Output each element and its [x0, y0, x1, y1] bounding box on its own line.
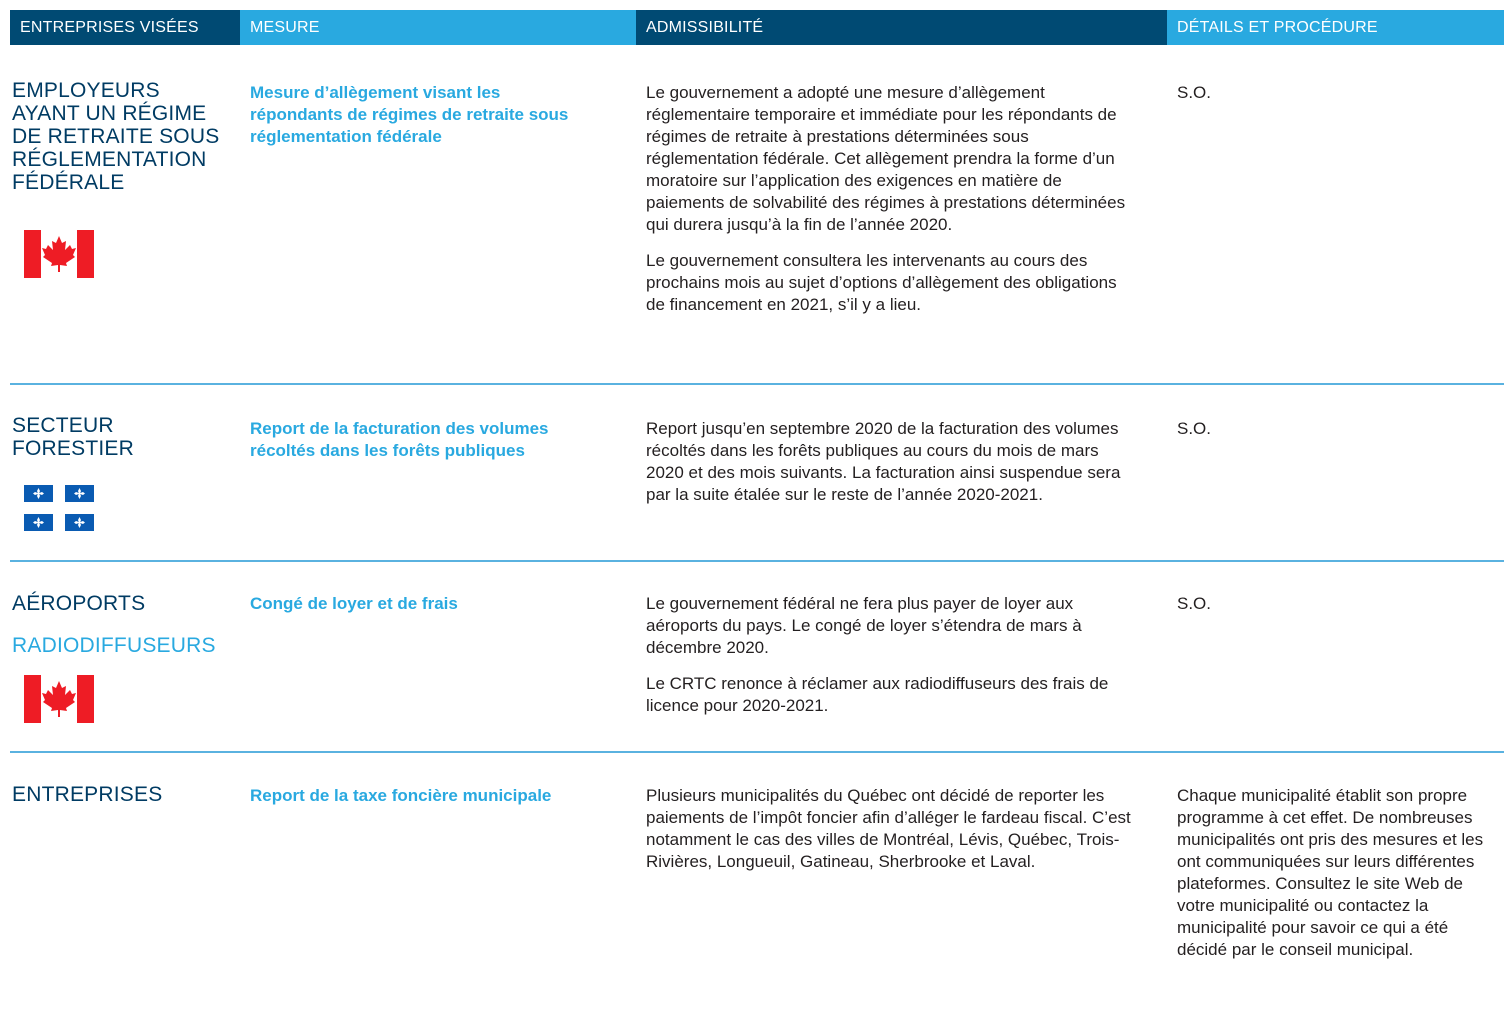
details-text: S.O.	[1177, 594, 1212, 613]
row-divider	[10, 560, 1504, 562]
row-category	[12, 414, 134, 460]
category-line: FÉDÉRALE	[12, 171, 125, 194]
header-col-target: ENTREPRISES VISÉES	[10, 10, 240, 45]
row-eligibility	[646, 785, 1136, 887]
row-measure: Report de la facturation des volumes récoltés dans les forêts publiques	[250, 419, 549, 460]
eligibility-paragraph: Le gouvernement fédéral ne fera plus payer de loyer aux aéroports du pays. Le congé de loyer s’étendra de mars à décembre 2020.	[646, 594, 1082, 657]
row-category	[12, 783, 162, 806]
category-line: ENTREPRISES	[12, 783, 163, 806]
header-col-details: DÉTAILS ET PROCÉDURE	[1167, 10, 1504, 45]
details-text: S.O.	[1177, 83, 1212, 102]
eligibility-paragraph: Plusieurs municipalités du Québec ont décidé de reporter les paiements de l’impôt foncier afin d’alléger le fardeau fiscal. C’est notamment le cas des villes de Montréal, Lévis, Québec, Trois-Rivières, Longueuil, Gatineau, Sherbrooke et Laval.	[646, 786, 1131, 871]
row-measure: Mesure d’allègement visant les répondants de régimes de retraite sous réglementation fédérale	[250, 83, 569, 146]
row-divider	[10, 383, 1504, 385]
eligibility-paragraph: Le gouvernement a adopté une mesure d’allègement réglementaire temporaire et immédiate pour les répondants de régimes de retraite à prestations déterminées sous réglementation fédérale. Cet allègement prendra la forme d’un moratoire sur l’application des exigences en matière de paiements de solvabilité des régimes à prestations déterminées qui durera jusqu’à la fin de l’année 2020.	[646, 83, 1126, 234]
row-measure: Congé de loyer et de frais	[250, 594, 458, 613]
details-text: S.O.	[1177, 419, 1212, 438]
canada-flag-icon	[24, 230, 94, 278]
row-category	[12, 592, 145, 615]
eligibility-paragraph: Report jusqu’en septembre 2020 de la facturation des volumes récoltés dans les forêts publiques au cours du mois de mars 2020 et des mois suivants. La facturation ainsi suspendue sera par la suite étalée sur le reste de l’année 2020-2021.	[646, 419, 1121, 504]
row-eligibility	[646, 418, 1136, 520]
eligibility-paragraph: Le gouvernement consultera les intervenants au cours des prochains mois au sujet d’options d’allègement des obligations de financement en 2021, s’il y a lieu.	[646, 251, 1117, 314]
row-details	[1177, 785, 1497, 961]
row-category-secondary: RADIODIFFUSEURS	[12, 634, 216, 657]
row-eligibility	[646, 593, 1136, 731]
row-category	[12, 79, 219, 194]
category-line: AYANT UN RÉGIME	[12, 102, 207, 125]
header-col-eligibility: ADMISSIBILITÉ	[636, 10, 1167, 45]
category-line: AÉROPORTS	[12, 592, 146, 615]
row-details	[1177, 418, 1502, 440]
row-divider	[10, 751, 1504, 753]
row-eligibility	[646, 82, 1136, 330]
category-line: FORESTIER	[12, 437, 134, 460]
row-measure: Report de la taxe foncière municipale	[250, 786, 552, 805]
category-line: SECTEUR	[12, 414, 114, 437]
eligibility-paragraph: Le CRTC renonce à réclamer aux radiodiffuseurs des frais de licence pour 2020-2021.	[646, 674, 1109, 715]
row-details	[1177, 593, 1502, 615]
category-line: DE RETRAITE SOUS	[12, 125, 220, 148]
category-line: EMPLOYEURS	[12, 79, 160, 102]
header-col-measure: MESURE	[240, 10, 636, 45]
details-text: Chaque municipalité établit son propre programme à cet effet. De nombreuses municipalités ont pris des mesures et les ont communiquées sur leurs différentes plateformes. Consultez le site Web de votre municipalité ou contactez la municipalité pour savoir ce qui a été décidé par le conseil municipal.	[1177, 786, 1484, 959]
quebec-flag-icon	[24, 485, 94, 531]
category-line: RÉGLEMENTATION	[12, 148, 207, 171]
row-details	[1177, 82, 1502, 104]
canada-flag-icon	[24, 675, 94, 723]
